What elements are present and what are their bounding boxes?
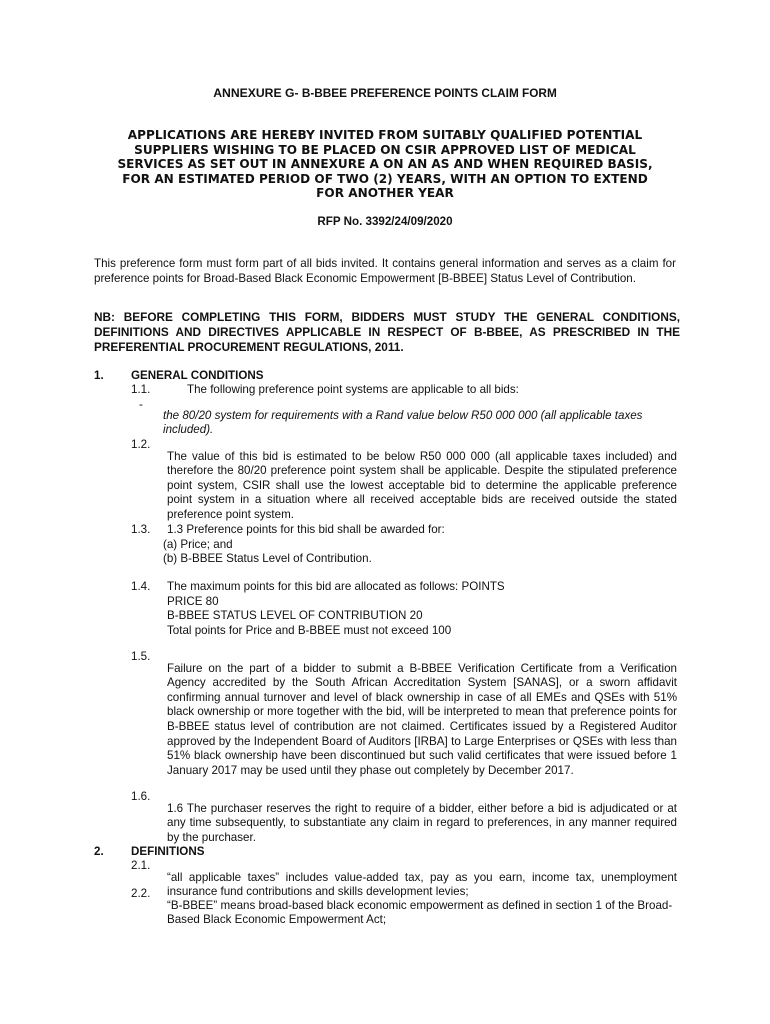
- item-1-5-number: 1.5.: [131, 650, 151, 663]
- item-1-3-block: [163, 523, 677, 567]
- item-1-1-number: 1.1.: [131, 383, 151, 396]
- headline-line: SERVICES AS SET OUT IN ANNEXURE A ON AN AS AND WHEN REQUIRED BASIS,: [117, 157, 653, 172]
- item-1-3-number: 1.3.: [131, 523, 151, 536]
- headline-line: SUPPLIERS WISHING TO BE PLACED ON CSIR APPROVED LIST OF MEDICAL: [134, 142, 636, 157]
- section-2-heading: DEFINITIONS: [131, 845, 205, 858]
- headline-line: APPLICATIONS ARE HEREBY INVITED FROM SUITABLY QUALIFIED POTENTIAL: [127, 128, 643, 142]
- rfp-number: RFP No. 3392/24/09/2020: [317, 215, 453, 228]
- item-2-1-text: “all applicable taxes” includes value-added tax, pay as you earn, income tax, unemployment insurance fund contributions and skills development levies;: [167, 870, 677, 899]
- form-title-prefix: ANNEXURE G-: [213, 86, 299, 100]
- item-1-6-text: 1.6 The purchaser reserves the right to require of a bidder, either before a bid is adjudicated or at any time subsequently, to substantiate any claim in regard to preferences, in any manner required by the purchaser.: [167, 801, 677, 844]
- intro-paragraph: This preference form must form part of all bids invited. It contains general information and serves as a claim for preference points for Broad-Based Black Economic Empowerment [B-BBEE] Status Level of Contribution.: [94, 257, 676, 285]
- item-2-2-number: 2.2.: [131, 887, 151, 900]
- item-2-1-number: 2.1.: [131, 859, 151, 872]
- item-1-2-number: 1.2.: [131, 438, 151, 451]
- item-1-4-number: 1.4.: [131, 580, 151, 593]
- item-1-3-text: 1.3 Preference points for this bid shall be awarded for:: [167, 523, 445, 536]
- form-title-rest: B-BBEE PREFERENCE POINTS CLAIM FORM: [298, 86, 557, 100]
- invitation-headline: [88, 128, 682, 201]
- item-1-5-text: Failure on the part of a bidder to submit a B-BBEE Verification Certificate from a Verification Agency accredited by the South African Accreditation System [SANAS], or a sworn affidavit confirming annual turnover and level of black ownership in case of all EMEs and QSEs with 51% black ownership or more together with the bid, will be interpreted to mean that preference points for B-BBEE status level of contribution are not claimed. Certificates issued by a Registered Auditor approved by the Independent Board of Auditors [IRBA] to Large Enterprises or QSEs with less than 51% black ownership have been discontinued but such valid certificates that were issued before 1 January 2017 may be used until they phase out completely by December 2017.: [167, 661, 677, 777]
- item-1-1-sub: the 80/20 system for requirements with a Rand value below R50 000 000 (all applicable taxes included).: [163, 408, 643, 437]
- points-allocation-line: Total points for Price and B-BBEE must not exceed 100: [167, 623, 452, 637]
- item-1-4-block: [167, 580, 677, 638]
- item-2-2-text: “B-BBEE” means broad-based black economic empowerment as defined in section 1 of the Broad-Based Black Economic Empowerment Act;: [167, 898, 673, 927]
- section-1-number: 1.: [94, 369, 104, 382]
- item-1-3-option-b: (b) B-BBEE Status Level of Contribution.: [163, 552, 372, 566]
- item-1-1-dash: -: [139, 398, 143, 411]
- points-allocation-line: PRICE 80: [167, 594, 219, 608]
- item-1-2-text: The value of this bid is estimated to be below R50 000 000 (all applicable taxes included) and therefore the 80/20 preference point system shall be applicable. Despite the stipulated preference point system, CSIR shall use the lowest acceptable bid to determine the applicable preference point system in a situation where all received acceptable bids are received outside the stated preference point system.: [167, 449, 677, 521]
- item-1-3-option-a: (a) Price; and: [163, 537, 233, 551]
- section-1-heading: GENERAL CONDITIONS: [131, 369, 264, 382]
- points-allocation-line: The maximum points for this bid are allocated as follows: POINTS: [167, 580, 505, 593]
- headline-line: FOR ANOTHER YEAR: [316, 186, 454, 201]
- form-title: [0, 86, 770, 101]
- points-allocation-line: B-BBEE STATUS LEVEL OF CONTRIBUTION 20: [167, 609, 423, 623]
- item-1-1-text: The following preference point systems are applicable to all bids:: [187, 383, 519, 396]
- nb-notice: NB: BEFORE COMPLETING THIS FORM, BIDDERS MUST STUDY THE GENERAL CONDITIONS, DEFINITIONS AND DIRECTIVES APPLICABLE IN RESPECT OF B-BBEE, AS PRESCRIBED IN THE PREFERENTIAL PROCUREMENT REGULATIONS, 2011.: [94, 310, 680, 354]
- item-1-6-number: 1.6.: [131, 790, 151, 803]
- section-2-number: 2.: [94, 845, 104, 858]
- headline-line: FOR AN ESTIMATED PERIOD OF TWO (2) YEARS, WITH AN OPTION TO EXTEND: [122, 171, 648, 186]
